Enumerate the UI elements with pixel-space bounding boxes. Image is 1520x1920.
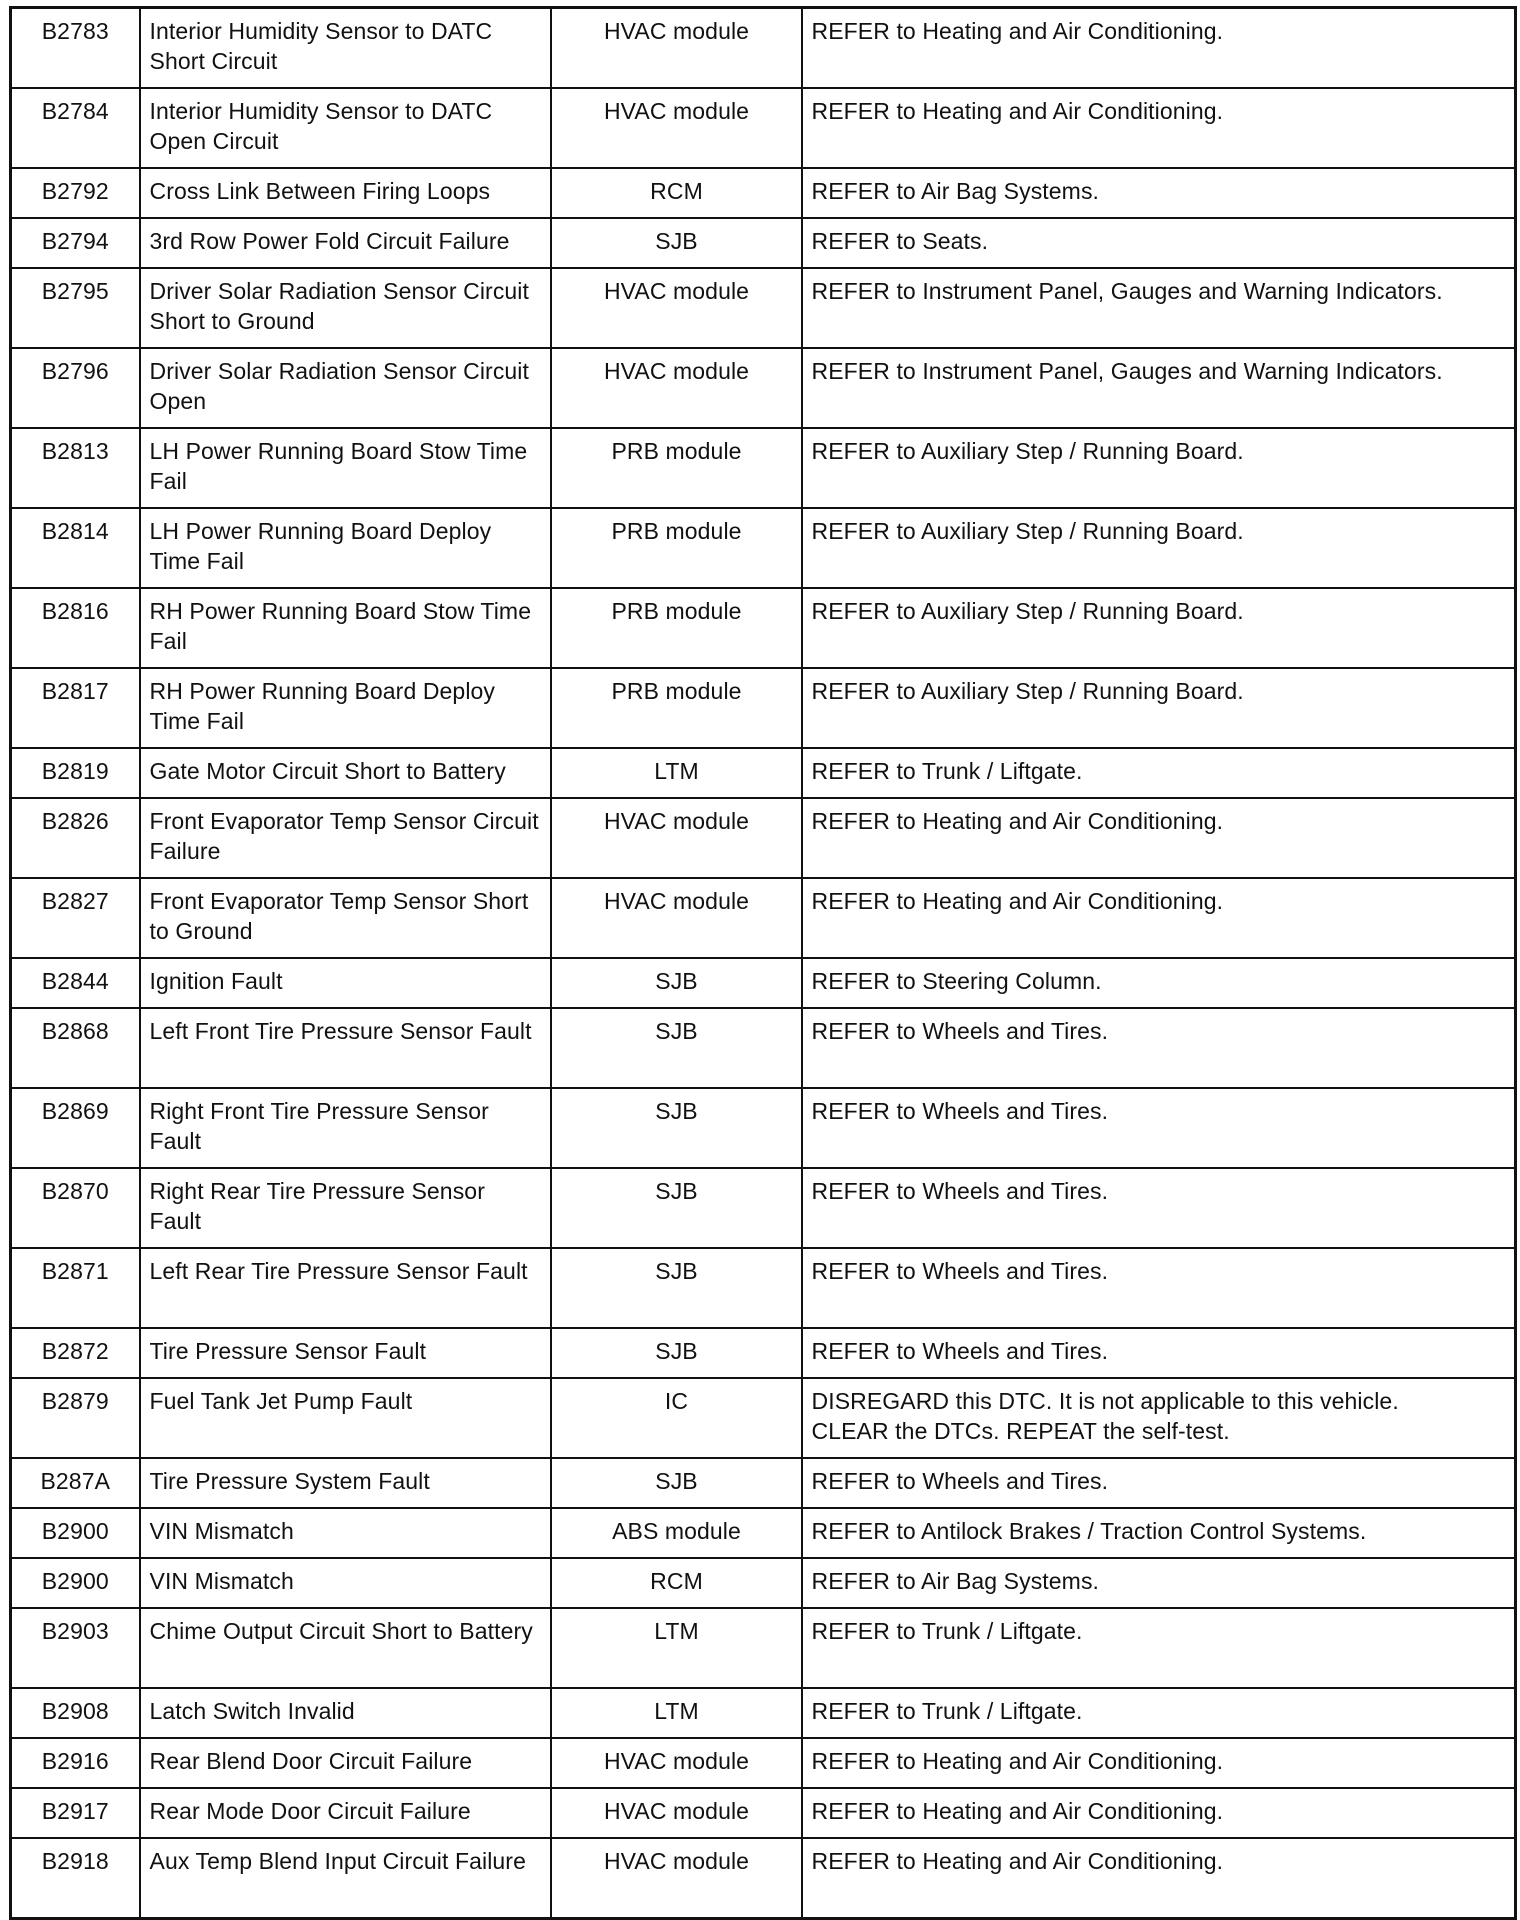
dtc-code-cell: B2903 xyxy=(11,1608,140,1688)
module-cell: HVAC module xyxy=(551,88,802,168)
dtc-code-cell: B2783 xyxy=(11,8,140,89)
dtc-description-cell: LH Power Running Board Deploy Time Fail xyxy=(140,508,551,588)
action-cell: REFER to Air Bag Systems. xyxy=(802,168,1516,218)
table-row xyxy=(11,748,1516,798)
dtc-code-cell: B2813 xyxy=(11,428,140,508)
module-cell: SJB xyxy=(551,1328,802,1378)
table-row xyxy=(11,1168,1516,1248)
dtc-description-cell: Tire Pressure Sensor Fault xyxy=(140,1328,551,1378)
action-cell: REFER to Steering Column. xyxy=(802,958,1516,1008)
action-cell: DISREGARD this DTC. It is not applicable to this vehicle. CLEAR the DTCs. REPEAT the self-test. xyxy=(802,1378,1516,1458)
action-cell: REFER to Air Bag Systems. xyxy=(802,1558,1516,1608)
dtc-description-cell: VIN Mismatch xyxy=(140,1508,551,1558)
action-cell: REFER to Instrument Panel, Gauges and Warning Indicators. xyxy=(802,268,1516,348)
dtc-code-cell: B2814 xyxy=(11,508,140,588)
table-row xyxy=(11,1088,1516,1168)
module-cell: HVAC module xyxy=(551,798,802,878)
table-row xyxy=(11,1738,1516,1788)
dtc-code-cell: B2872 xyxy=(11,1328,140,1378)
action-cell: REFER to Heating and Air Conditioning. xyxy=(802,8,1516,89)
table-row xyxy=(11,428,1516,508)
action-cell: REFER to Auxiliary Step / Running Board. xyxy=(802,428,1516,508)
action-cell: REFER to Wheels and Tires. xyxy=(802,1458,1516,1508)
dtc-code-cell: B2826 xyxy=(11,798,140,878)
dtc-code-cell: B2792 xyxy=(11,168,140,218)
dtc-code-cell: B2816 xyxy=(11,588,140,668)
table-row xyxy=(11,1248,1516,1328)
dtc-table-page xyxy=(9,6,1514,1920)
dtc-code-cell: B2795 xyxy=(11,268,140,348)
action-cell: REFER to Heating and Air Conditioning. xyxy=(802,1738,1516,1788)
module-cell: HVAC module xyxy=(551,1838,802,1919)
module-cell: HVAC module xyxy=(551,268,802,348)
module-cell: RCM xyxy=(551,168,802,218)
action-cell: REFER to Trunk / Liftgate. xyxy=(802,1608,1516,1688)
module-cell: HVAC module xyxy=(551,878,802,958)
dtc-code-cell: B2794 xyxy=(11,218,140,268)
action-cell: REFER to Trunk / Liftgate. xyxy=(802,1688,1516,1738)
module-cell: PRB module xyxy=(551,428,802,508)
table-row xyxy=(11,1558,1516,1608)
table-row xyxy=(11,1378,1516,1458)
dtc-description-cell: Interior Humidity Sensor to DATC Short Circuit xyxy=(140,8,551,89)
action-cell: REFER to Heating and Air Conditioning. xyxy=(802,88,1516,168)
dtc-description-cell: Cross Link Between Firing Loops xyxy=(140,168,551,218)
dtc-description-cell: Rear Blend Door Circuit Failure xyxy=(140,1738,551,1788)
dtc-description-cell: Right Rear Tire Pressure Sensor Fault xyxy=(140,1168,551,1248)
action-cell: REFER to Wheels and Tires. xyxy=(802,1008,1516,1088)
module-cell: ABS module xyxy=(551,1508,802,1558)
table-row xyxy=(11,8,1516,89)
dtc-description-cell: VIN Mismatch xyxy=(140,1558,551,1608)
dtc-code-cell: B2879 xyxy=(11,1378,140,1458)
table-row xyxy=(11,668,1516,748)
table-row xyxy=(11,1508,1516,1558)
dtc-description-cell: 3rd Row Power Fold Circuit Failure xyxy=(140,218,551,268)
action-cell: REFER to Auxiliary Step / Running Board. xyxy=(802,668,1516,748)
module-cell: SJB xyxy=(551,218,802,268)
dtc-code-cell: B2868 xyxy=(11,1008,140,1088)
module-cell: SJB xyxy=(551,1168,802,1248)
table-row xyxy=(11,798,1516,878)
dtc-code-cell: B2827 xyxy=(11,878,140,958)
module-cell: PRB module xyxy=(551,668,802,748)
module-cell: SJB xyxy=(551,1088,802,1168)
dtc-description-cell: Left Rear Tire Pressure Sensor Fault xyxy=(140,1248,551,1328)
action-cell: REFER to Heating and Air Conditioning. xyxy=(802,1838,1516,1919)
module-cell: HVAC module xyxy=(551,1738,802,1788)
dtc-description-cell: Gate Motor Circuit Short to Battery xyxy=(140,748,551,798)
action-cell: REFER to Wheels and Tires. xyxy=(802,1088,1516,1168)
module-cell: PRB module xyxy=(551,588,802,668)
action-cell: REFER to Wheels and Tires. xyxy=(802,1328,1516,1378)
table-row xyxy=(11,508,1516,588)
table-row xyxy=(11,958,1516,1008)
dtc-code-cell: B2916 xyxy=(11,1738,140,1788)
dtc-code-cell: B2870 xyxy=(11,1168,140,1248)
dtc-table xyxy=(9,6,1517,1920)
dtc-code-cell: B2871 xyxy=(11,1248,140,1328)
dtc-code-cell: B2817 xyxy=(11,668,140,748)
table-row xyxy=(11,1688,1516,1738)
action-cell: REFER to Antilock Brakes / Traction Control Systems. xyxy=(802,1508,1516,1558)
action-cell: REFER to Heating and Air Conditioning. xyxy=(802,1788,1516,1838)
module-cell: IC xyxy=(551,1378,802,1458)
dtc-code-cell: B2900 xyxy=(11,1558,140,1608)
action-cell: REFER to Auxiliary Step / Running Board. xyxy=(802,588,1516,668)
module-cell: SJB xyxy=(551,1008,802,1088)
dtc-description-cell: Latch Switch Invalid xyxy=(140,1688,551,1738)
table-row xyxy=(11,878,1516,958)
dtc-code-cell: B2784 xyxy=(11,88,140,168)
dtc-description-cell: Left Front Tire Pressure Sensor Fault xyxy=(140,1008,551,1088)
module-cell: PRB module xyxy=(551,508,802,588)
dtc-description-cell: Driver Solar Radiation Sensor Circuit Open xyxy=(140,348,551,428)
dtc-description-cell: Interior Humidity Sensor to DATC Open Circuit xyxy=(140,88,551,168)
action-cell: REFER to Wheels and Tires. xyxy=(802,1248,1516,1328)
dtc-description-cell: Fuel Tank Jet Pump Fault xyxy=(140,1378,551,1458)
module-cell: HVAC module xyxy=(551,8,802,89)
action-cell: REFER to Auxiliary Step / Running Board. xyxy=(802,508,1516,588)
dtc-code-cell: B2844 xyxy=(11,958,140,1008)
table-row xyxy=(11,218,1516,268)
table-row xyxy=(11,1008,1516,1088)
dtc-description-cell: Right Front Tire Pressure Sensor Fault xyxy=(140,1088,551,1168)
table-row xyxy=(11,348,1516,428)
dtc-description-cell: RH Power Running Board Stow Time Fail xyxy=(140,588,551,668)
dtc-description-cell: Driver Solar Radiation Sensor Circuit Short to Ground xyxy=(140,268,551,348)
module-cell: HVAC module xyxy=(551,1788,802,1838)
dtc-description-cell: Ignition Fault xyxy=(140,958,551,1008)
action-cell: REFER to Heating and Air Conditioning. xyxy=(802,798,1516,878)
dtc-description-cell: Chime Output Circuit Short to Battery xyxy=(140,1608,551,1688)
module-cell: LTM xyxy=(551,1608,802,1688)
dtc-code-cell: B2819 xyxy=(11,748,140,798)
table-row xyxy=(11,88,1516,168)
dtc-code-cell: B2917 xyxy=(11,1788,140,1838)
table-row xyxy=(11,1788,1516,1838)
dtc-description-cell: Aux Temp Blend Input Circuit Failure xyxy=(140,1838,551,1919)
table-row xyxy=(11,268,1516,348)
action-cell: REFER to Wheels and Tires. xyxy=(802,1168,1516,1248)
table-row xyxy=(11,1838,1516,1919)
table-row xyxy=(11,168,1516,218)
module-cell: SJB xyxy=(551,1458,802,1508)
dtc-code-cell: B2908 xyxy=(11,1688,140,1738)
module-cell: HVAC module xyxy=(551,348,802,428)
dtc-description-cell: Front Evaporator Temp Sensor Circuit Failure xyxy=(140,798,551,878)
table-row xyxy=(11,1458,1516,1508)
dtc-description-cell: Rear Mode Door Circuit Failure xyxy=(140,1788,551,1838)
dtc-code-cell: B2869 xyxy=(11,1088,140,1168)
module-cell: SJB xyxy=(551,1248,802,1328)
module-cell: SJB xyxy=(551,958,802,1008)
action-cell: REFER to Instrument Panel, Gauges and Warning Indicators. xyxy=(802,348,1516,428)
dtc-description-cell: Tire Pressure System Fault xyxy=(140,1458,551,1508)
dtc-description-cell: Front Evaporator Temp Sensor Short to Ground xyxy=(140,878,551,958)
dtc-code-cell: B2796 xyxy=(11,348,140,428)
module-cell: LTM xyxy=(551,748,802,798)
table-row xyxy=(11,1328,1516,1378)
action-cell: REFER to Seats. xyxy=(802,218,1516,268)
dtc-code-cell: B2900 xyxy=(11,1508,140,1558)
dtc-table-body xyxy=(11,8,1516,1919)
module-cell: RCM xyxy=(551,1558,802,1608)
action-cell: REFER to Heating and Air Conditioning. xyxy=(802,878,1516,958)
action-cell: REFER to Trunk / Liftgate. xyxy=(802,748,1516,798)
dtc-code-cell: B2918 xyxy=(11,1838,140,1919)
dtc-code-cell: B287A xyxy=(11,1458,140,1508)
dtc-description-cell: LH Power Running Board Stow Time Fail xyxy=(140,428,551,508)
dtc-description-cell: RH Power Running Board Deploy Time Fail xyxy=(140,668,551,748)
module-cell: LTM xyxy=(551,1688,802,1738)
table-row xyxy=(11,1608,1516,1688)
table-row xyxy=(11,588,1516,668)
